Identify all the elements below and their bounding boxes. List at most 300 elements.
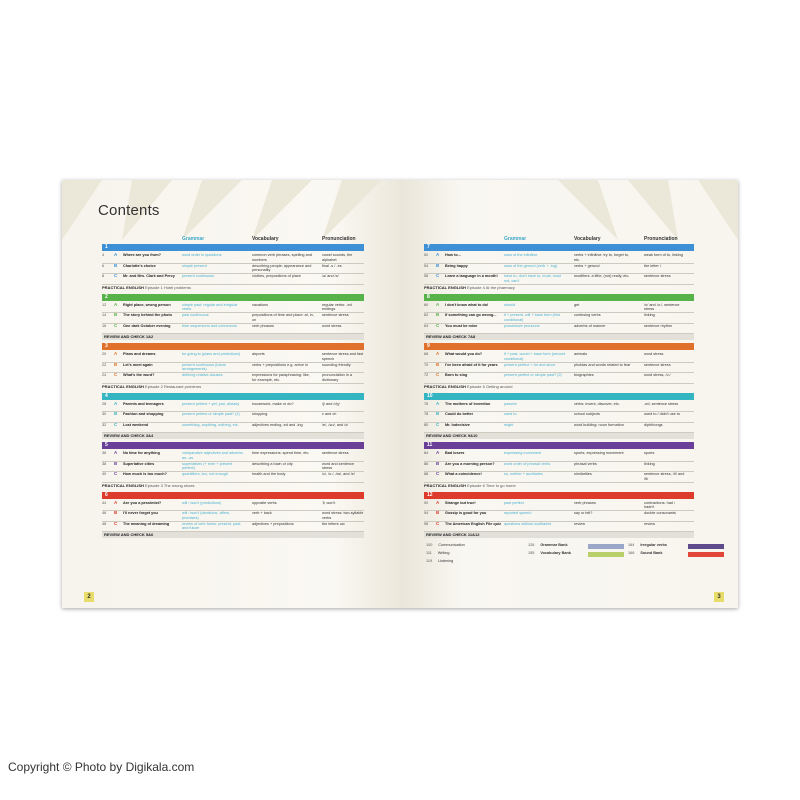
lesson-row xyxy=(102,352,364,361)
lesson-pronunciation: sentence rhythm xyxy=(644,323,673,328)
lesson-title: The story behind the photo xyxy=(123,313,172,317)
lesson-page-number: 54 xyxy=(424,263,429,268)
back-matter-page-number: 100 xyxy=(426,543,433,547)
lesson-pronunciation: final -s / -es xyxy=(322,263,342,268)
lesson-pronunciation: vowel sounds, the alphabet xyxy=(322,253,353,262)
lesson-grammar: if + past, would + base form (second conditional) xyxy=(504,352,566,361)
lesson-page-number: 80 xyxy=(424,422,429,427)
lesson-vocabulary: say or tell? xyxy=(574,511,593,515)
lesson-pronunciation: word stress xyxy=(644,352,664,356)
lesson-title: Charlotte's choice xyxy=(123,263,156,268)
lesson-row xyxy=(102,522,364,531)
lesson-letter: C xyxy=(436,471,440,476)
lesson-title: What would you do? xyxy=(445,352,483,356)
lesson-row xyxy=(424,511,694,520)
lesson-letter: B xyxy=(436,411,440,416)
lesson-grammar: might xyxy=(504,422,514,427)
lesson-grammar: be going to (plans and predictions) xyxy=(182,352,241,356)
lesson-vocabulary: adjectives ending -ed and -ing xyxy=(252,422,303,427)
lesson-grammar: word order in questions xyxy=(182,253,222,257)
lesson-page-number: 60 xyxy=(424,302,429,307)
back-matter-item xyxy=(426,551,450,555)
practical-english-label: PRACTICAL ENGLISH xyxy=(102,383,146,389)
back-matter-item xyxy=(628,543,667,547)
back-matter-item xyxy=(426,543,465,547)
lesson-page-number: 30 xyxy=(102,412,107,416)
lesson-title: Mr. Indecisive xyxy=(445,422,470,427)
practical-english-episode: Episode 4 At the pharmacy xyxy=(467,284,515,290)
lesson-grammar: have to, don't have to, must, must not, can't xyxy=(504,274,561,283)
practical-english-line xyxy=(102,384,364,390)
lesson-row xyxy=(424,423,694,432)
lesson-grammar: uses of the gerund (verb + -ing) xyxy=(504,263,558,268)
lesson-title: The meaning of dreaming xyxy=(123,521,170,526)
back-matter-color-box xyxy=(588,544,624,549)
lesson-grammar: defining relative clauses xyxy=(182,373,223,377)
lesson-letter: A xyxy=(114,301,118,307)
lesson-row xyxy=(102,402,364,411)
lesson-row xyxy=(102,253,364,262)
lesson-letter: C xyxy=(114,322,118,328)
review-and-check: REVIEW AND CHECK 5&6 xyxy=(102,532,364,538)
lesson-vocabulary: vacations xyxy=(252,302,269,307)
lesson-letter: B xyxy=(114,411,118,416)
back-matter-page-number: 119 xyxy=(426,559,433,563)
lesson-letter: A xyxy=(114,450,118,455)
lesson-row xyxy=(102,363,364,372)
lesson-page-number: 94 xyxy=(424,511,429,515)
lesson-title: The American English File quiz xyxy=(445,521,501,526)
back-matter-page-number: 164 xyxy=(628,543,635,547)
lesson-row xyxy=(424,462,694,471)
lesson-row xyxy=(424,451,694,460)
lesson-vocabulary: similarities xyxy=(574,472,592,476)
lesson-vocabulary: time expressions: spend time, etc. xyxy=(252,451,310,455)
lesson-vocabulary: adjectives + prepositions xyxy=(252,521,294,526)
lesson-page-number: 28 xyxy=(102,401,107,406)
practical-english-episode: Episode 6 Time to go home xyxy=(467,482,516,488)
lesson-page-number: 16 xyxy=(102,323,107,328)
lesson-pronunciation: sentence stress xyxy=(322,313,349,317)
lesson-grammar: expressing movement xyxy=(504,451,542,455)
lesson-title: Lost weekend xyxy=(123,422,149,427)
back-matter-label: Communication xyxy=(438,543,465,547)
lesson-title: How to... xyxy=(445,253,461,257)
lesson-pronunciation: linking xyxy=(644,313,655,317)
lesson-grammar: used to xyxy=(504,412,517,416)
lesson-row xyxy=(102,313,364,322)
lesson-title: Born to sing xyxy=(445,373,468,377)
lesson-row xyxy=(424,313,694,322)
unit-bar: 4 xyxy=(102,393,364,400)
lesson-vocabulary: describing a town or city xyxy=(252,461,293,466)
practical-english-episode: Episode 5 Getting around xyxy=(467,383,513,389)
unit-bar: 1 xyxy=(102,244,364,251)
lesson-page-number: 64 xyxy=(424,323,429,328)
vocabulary-header: Vocabulary xyxy=(574,236,601,242)
lesson-vocabulary: school subjects xyxy=(574,412,600,416)
lesson-title: What's the word? xyxy=(123,373,155,377)
lesson-letter: B xyxy=(436,510,440,515)
back-matter-color-box xyxy=(688,552,724,557)
lesson-row xyxy=(424,352,694,361)
lesson-pronunciation: weak form of to, linking xyxy=(644,253,683,257)
lesson-page-number: 6 xyxy=(102,263,105,268)
lesson-letter: A xyxy=(436,351,440,356)
lesson-page-number: 86 xyxy=(424,461,429,466)
lesson-page-number: 4 xyxy=(102,253,105,257)
lesson-row xyxy=(424,501,694,510)
lesson-grammar: word order of phrasal verbs xyxy=(504,461,551,466)
pronunciation-header: Pronunciation xyxy=(644,236,678,242)
lesson-pronunciation: the letters ow xyxy=(322,521,345,526)
lesson-title: I've been afraid of it for years xyxy=(445,362,498,367)
lesson-page-number: 24 xyxy=(102,373,107,377)
lesson-letter: A xyxy=(436,499,440,505)
practical-english-label: PRACTICAL ENGLISH xyxy=(424,284,468,290)
unit-bar: 9 xyxy=(424,343,694,350)
lesson-grammar: something, anything, nothing, etc. xyxy=(182,422,239,427)
lesson-pronunciation: /e/, /əʊ/, and /ʌ/ xyxy=(322,422,349,427)
lesson-vocabulary: verb phrases xyxy=(574,500,596,505)
lesson-letter: B xyxy=(114,262,118,268)
lesson-pronunciation: sports xyxy=(644,451,655,455)
lesson-pronunciation: /ʊ/ and /uː/, sentence stress xyxy=(644,302,680,311)
lesson-letter: C xyxy=(436,273,440,278)
lesson-pronunciation: 'll, won't xyxy=(322,500,336,505)
lesson-vocabulary: airports xyxy=(252,352,265,356)
lesson-pronunciation: diphthongs xyxy=(644,422,663,427)
unit-bar: 10 xyxy=(424,393,694,400)
lesson-grammar: review of verb forms: present, past, and future xyxy=(182,521,242,530)
lesson-pronunciation: sentence stress xyxy=(644,362,671,367)
sunburst-decoration xyxy=(400,180,738,240)
lesson-letter: B xyxy=(114,312,118,317)
back-matter-item xyxy=(528,551,571,555)
lesson-row xyxy=(102,412,364,421)
lesson-row xyxy=(102,501,364,510)
lesson-vocabulary: describing people: appearance and personality xyxy=(252,263,312,272)
page-title: Contents xyxy=(98,202,160,219)
lesson-row xyxy=(102,373,364,382)
practical-english-line xyxy=(424,384,694,390)
lesson-vocabulary: opposite verbs xyxy=(252,500,277,505)
unit-bar: 6 xyxy=(102,492,364,499)
lesson-grammar: quantifiers, too, not enough xyxy=(182,472,229,476)
lesson-letter: C xyxy=(436,372,440,377)
lesson-title: Could do better xyxy=(445,412,474,416)
lesson-title: I'll never forget you xyxy=(123,511,158,515)
lesson-row xyxy=(424,253,694,262)
practical-english-episode: Episode 1 Hotel problems xyxy=(145,284,191,290)
lesson-row xyxy=(424,402,694,411)
page-number: 3 xyxy=(714,592,724,602)
back-matter-page-number: 126 xyxy=(528,543,535,547)
lesson-grammar: if + present, will + base form (first conditional) xyxy=(504,313,560,322)
lesson-letter: B xyxy=(436,361,440,367)
lesson-pronunciation: /ʌ/, /uː/, /aɪ/, and /e/ xyxy=(322,472,355,476)
lesson-grammar: will / won't (predictions) xyxy=(182,500,222,505)
lesson-grammar: questions without auxiliaries xyxy=(504,521,552,526)
back-matter-label: Listening xyxy=(438,559,454,563)
lesson-row xyxy=(424,324,694,333)
copyright-caption: Copyright © Photo by Digikala.com xyxy=(8,760,195,774)
review-and-check: REVIEW AND CHECK 1&2 xyxy=(102,334,364,340)
lesson-vocabulary: adverbs of manner xyxy=(574,323,606,328)
lesson-page-number: 88 xyxy=(424,472,429,476)
lesson-row xyxy=(102,324,364,333)
lesson-row xyxy=(102,264,364,273)
back-matter-label: Vocabulary Bank xyxy=(540,551,571,555)
practical-english-line xyxy=(102,483,364,489)
back-matter-item xyxy=(426,559,453,563)
lesson-pronunciation: word and sentence stress xyxy=(322,461,355,470)
practical-english-line xyxy=(424,285,694,291)
lesson-vocabulary: expressions for paraphrasing: like, for example, etc. xyxy=(252,373,310,382)
lesson-title: Superlative cities xyxy=(123,461,155,466)
lesson-pronunciation: word stress: two-syllable verbs xyxy=(322,511,364,520)
lesson-title: You must be mine xyxy=(445,323,478,328)
back-matter-label: Irregular verbs xyxy=(640,543,667,547)
lesson-pronunciation: regular verbs: -ed endings xyxy=(322,302,352,311)
lesson-row xyxy=(102,462,364,471)
lesson-grammar: present continuous xyxy=(182,274,215,278)
page-number: 2 xyxy=(84,592,94,602)
lesson-letter: A xyxy=(114,499,118,505)
lesson-title: Strange but true! xyxy=(445,500,476,505)
lesson-vocabulary: verbs + gerund xyxy=(574,263,600,268)
lesson-pronunciation: /ə/ and /ɜ/ xyxy=(322,274,339,278)
lesson-pronunciation: word stress xyxy=(322,323,342,328)
lesson-title: Plans and dreams xyxy=(123,352,156,356)
back-matter-page-number: 155 xyxy=(528,551,535,555)
unit-bar: 8 xyxy=(424,294,694,301)
lesson-vocabulary: phobias and words related to fear xyxy=(574,362,631,367)
lesson-page-number: 96 xyxy=(424,521,429,526)
lesson-letter: C xyxy=(114,520,118,526)
lesson-pronunciation: sentence stress, /ð/ and /θ/ xyxy=(644,472,685,481)
lesson-pronunciation: double consonants xyxy=(644,511,676,515)
lesson-page-number: 56 xyxy=(424,274,429,278)
lesson-grammar: simple present xyxy=(182,263,207,268)
lesson-vocabulary: common verb phrases, spelling and numbers xyxy=(252,253,312,262)
lesson-title: How much is too much? xyxy=(123,472,167,476)
lesson-title: Being happy xyxy=(445,263,468,268)
grammar-header: Grammar xyxy=(182,236,205,242)
lesson-row xyxy=(102,423,364,432)
vocabulary-header: Vocabulary xyxy=(252,236,279,242)
lesson-row xyxy=(424,274,694,283)
lesson-letter: A xyxy=(436,252,440,257)
lesson-letter: C xyxy=(114,273,118,278)
lesson-page-number: 38 xyxy=(102,461,107,466)
lesson-vocabulary: prepositions of time and place: at, in, on xyxy=(252,313,314,322)
lesson-pronunciation: the letter i xyxy=(644,263,661,268)
lesson-page-number: 44 xyxy=(102,500,107,505)
lesson-vocabulary: review xyxy=(574,521,585,526)
lesson-vocabulary: shopping xyxy=(252,412,268,416)
lesson-grammar: so, neither + auxiliaries xyxy=(504,472,543,476)
lesson-page-number: 62 xyxy=(424,313,429,317)
lesson-page-number: 92 xyxy=(424,500,429,505)
lesson-page-number: 14 xyxy=(102,313,107,317)
lesson-title: Where are you from? xyxy=(123,253,161,257)
lesson-title: The mothers of invention xyxy=(445,401,491,406)
grammar-header: Grammar xyxy=(504,236,527,242)
lesson-vocabulary: get xyxy=(574,302,580,307)
lesson-letter: B xyxy=(114,510,118,515)
lesson-letter: B xyxy=(436,312,440,317)
lesson-letter: C xyxy=(436,322,440,328)
lesson-title: If something can go wrong... xyxy=(445,313,497,317)
lesson-title: Are you a morning person? xyxy=(445,461,495,466)
unit-bar: 2 xyxy=(102,294,364,301)
lesson-page-number: 52 xyxy=(424,253,429,257)
lesson-page-number: 78 xyxy=(424,412,429,416)
lesson-pronunciation: -ed, sentence stress xyxy=(644,401,679,406)
lesson-grammar: past continuous xyxy=(182,313,209,317)
lesson-vocabulary: sports, expressing movement xyxy=(574,451,624,455)
unit-bar: 11 xyxy=(424,442,694,449)
lesson-pronunciation: review xyxy=(644,521,655,526)
practical-english-label: PRACTICAL ENGLISH xyxy=(424,482,468,488)
lesson-grammar: passive xyxy=(504,401,517,406)
lesson-vocabulary: verbs + prepositions e.g. arrive in xyxy=(252,362,309,367)
back-matter-page-number: 111 xyxy=(426,551,432,555)
lesson-vocabulary: confusing verbs xyxy=(574,313,601,317)
lesson-page-number: 12 xyxy=(102,302,107,307)
lesson-row xyxy=(102,303,364,312)
lesson-grammar: simple past: regular and irregular verbs xyxy=(182,302,238,311)
lesson-vocabulary: animals xyxy=(574,352,588,356)
lesson-row xyxy=(102,472,364,481)
lesson-grammar: present perfect + for and since xyxy=(504,362,556,367)
back-matter-item xyxy=(628,551,663,555)
lesson-page-number: 72 xyxy=(424,373,429,377)
lesson-title: Gossip is good for you xyxy=(445,511,487,515)
lesson-vocabulary: verb phrases xyxy=(252,323,274,328)
lesson-row xyxy=(424,264,694,273)
lesson-page-number: 22 xyxy=(102,362,107,367)
lesson-page-number: 40 xyxy=(102,472,107,476)
lesson-title: Parents and teenagers xyxy=(123,401,164,406)
pronunciation-header: Pronunciation xyxy=(322,236,356,242)
practical-english-line xyxy=(424,483,694,489)
lesson-letter: A xyxy=(114,252,118,257)
lesson-letter: C xyxy=(114,471,118,476)
lesson-title: No time for anything xyxy=(123,451,160,455)
lesson-letter: B xyxy=(436,262,440,268)
back-matter-label: Sound Bank xyxy=(640,551,663,555)
back-matter-label: Writing xyxy=(437,551,450,555)
lesson-title: I don't know what to do! xyxy=(445,302,489,307)
lesson-grammar: present perfect or simple past? (2) xyxy=(504,373,562,377)
back-matter-color-box xyxy=(688,544,724,549)
lesson-vocabulary: verbs + infinitive: try to, forget to, etc. xyxy=(574,253,629,262)
lesson-letter: C xyxy=(114,372,118,377)
lesson-title: Bad losers xyxy=(445,451,465,455)
review-and-check: REVIEW AND CHECK 3&4 xyxy=(102,433,364,439)
lesson-row xyxy=(424,412,694,421)
lesson-title: Learn a language in a month! xyxy=(445,274,498,278)
unit-bar: 5 xyxy=(102,442,364,449)
lesson-letter: B xyxy=(436,460,440,466)
lesson-pronunciation: sounding friendly xyxy=(322,362,351,367)
lesson-pronunciation: used to / didn't use to xyxy=(644,412,680,416)
back-matter-page-number: 166 xyxy=(628,551,635,555)
lesson-letter: B xyxy=(114,361,118,367)
lesson-title: Right place, wrong person xyxy=(123,302,171,307)
practical-english-episode: Episode 2 Restaurant problems xyxy=(145,383,202,389)
review-and-check: REVIEW AND CHECK 7&8 xyxy=(424,334,694,340)
lesson-pronunciation: sentence stress xyxy=(644,274,671,278)
lesson-row xyxy=(102,274,364,283)
practical-english-label: PRACTICAL ENGLISH xyxy=(102,284,146,290)
lesson-page-number: 68 xyxy=(424,352,429,356)
lesson-grammar: superlatives (+ ever + present perfect) xyxy=(182,461,233,470)
lesson-letter: B xyxy=(114,460,118,466)
lesson-title: Mr. and Mrs. Clark and Percy xyxy=(123,274,175,278)
lesson-grammar: uses of the infinitive xyxy=(504,253,538,257)
lesson-vocabulary: biographies xyxy=(574,373,594,377)
lesson-grammar: possessive pronouns xyxy=(504,323,540,328)
practical-english-label: PRACTICAL ENGLISH xyxy=(102,482,146,488)
lesson-letter: C xyxy=(436,421,440,427)
lesson-pronunciation: sentence stress and fast speech xyxy=(322,352,364,361)
lesson-letter: A xyxy=(436,450,440,455)
lesson-pronunciation: sentence stress xyxy=(322,451,349,455)
lesson-row xyxy=(424,303,694,312)
back-matter-label: Grammar Bank xyxy=(540,543,568,547)
lesson-page-number: 20 xyxy=(102,352,107,356)
lesson-vocabulary: word building: noun formation xyxy=(574,422,624,427)
review-and-check: REVIEW AND CHECK 11&12 xyxy=(424,532,694,538)
lesson-letter: C xyxy=(114,421,118,427)
lesson-page-number: 84 xyxy=(424,451,429,455)
lesson-pronunciation: contractions: had / hadn't xyxy=(644,500,676,509)
lesson-row xyxy=(424,363,694,372)
back-matter-item xyxy=(528,543,568,547)
back-matter-color-box xyxy=(588,552,624,557)
lesson-page-number: 32 xyxy=(102,422,107,427)
lesson-grammar: time sequencers and connectors xyxy=(182,323,237,328)
lesson-vocabulary: clothes, prepositions of place xyxy=(252,274,301,278)
lesson-pronunciation: /j/ and /dʒ/ xyxy=(322,401,340,406)
lesson-grammar: reported speech xyxy=(504,511,532,515)
unit-bar: 12 xyxy=(424,492,694,499)
lesson-page-number: 76 xyxy=(424,401,429,406)
lesson-grammar: will / won't (decisions, offers, promises) xyxy=(182,511,230,520)
practical-english-line xyxy=(102,285,364,291)
lesson-letter: A xyxy=(436,400,440,406)
lesson-row xyxy=(424,373,694,382)
open-book xyxy=(62,180,738,608)
lesson-page-number: 8 xyxy=(102,274,105,278)
lesson-page-number: 36 xyxy=(102,451,107,455)
unit-bar: 7 xyxy=(424,244,694,251)
lesson-pronunciation: c and ch xyxy=(322,412,337,416)
lesson-vocabulary: housework, make or do? xyxy=(252,401,294,406)
lesson-vocabulary: verbs: invent, discover, etc. xyxy=(574,401,620,406)
lesson-vocabulary: verb + back xyxy=(252,511,272,515)
lesson-row xyxy=(102,511,364,520)
lesson-title: Let's meet again xyxy=(123,362,153,367)
lesson-vocabulary: modifiers: a little, (not) really, etc. xyxy=(574,274,630,278)
lesson-pronunciation: linking xyxy=(644,461,655,466)
lesson-grammar: present perfect or simple past? (1) xyxy=(182,412,240,416)
practical-english-label: PRACTICAL ENGLISH xyxy=(424,383,468,389)
lesson-row xyxy=(424,472,694,481)
